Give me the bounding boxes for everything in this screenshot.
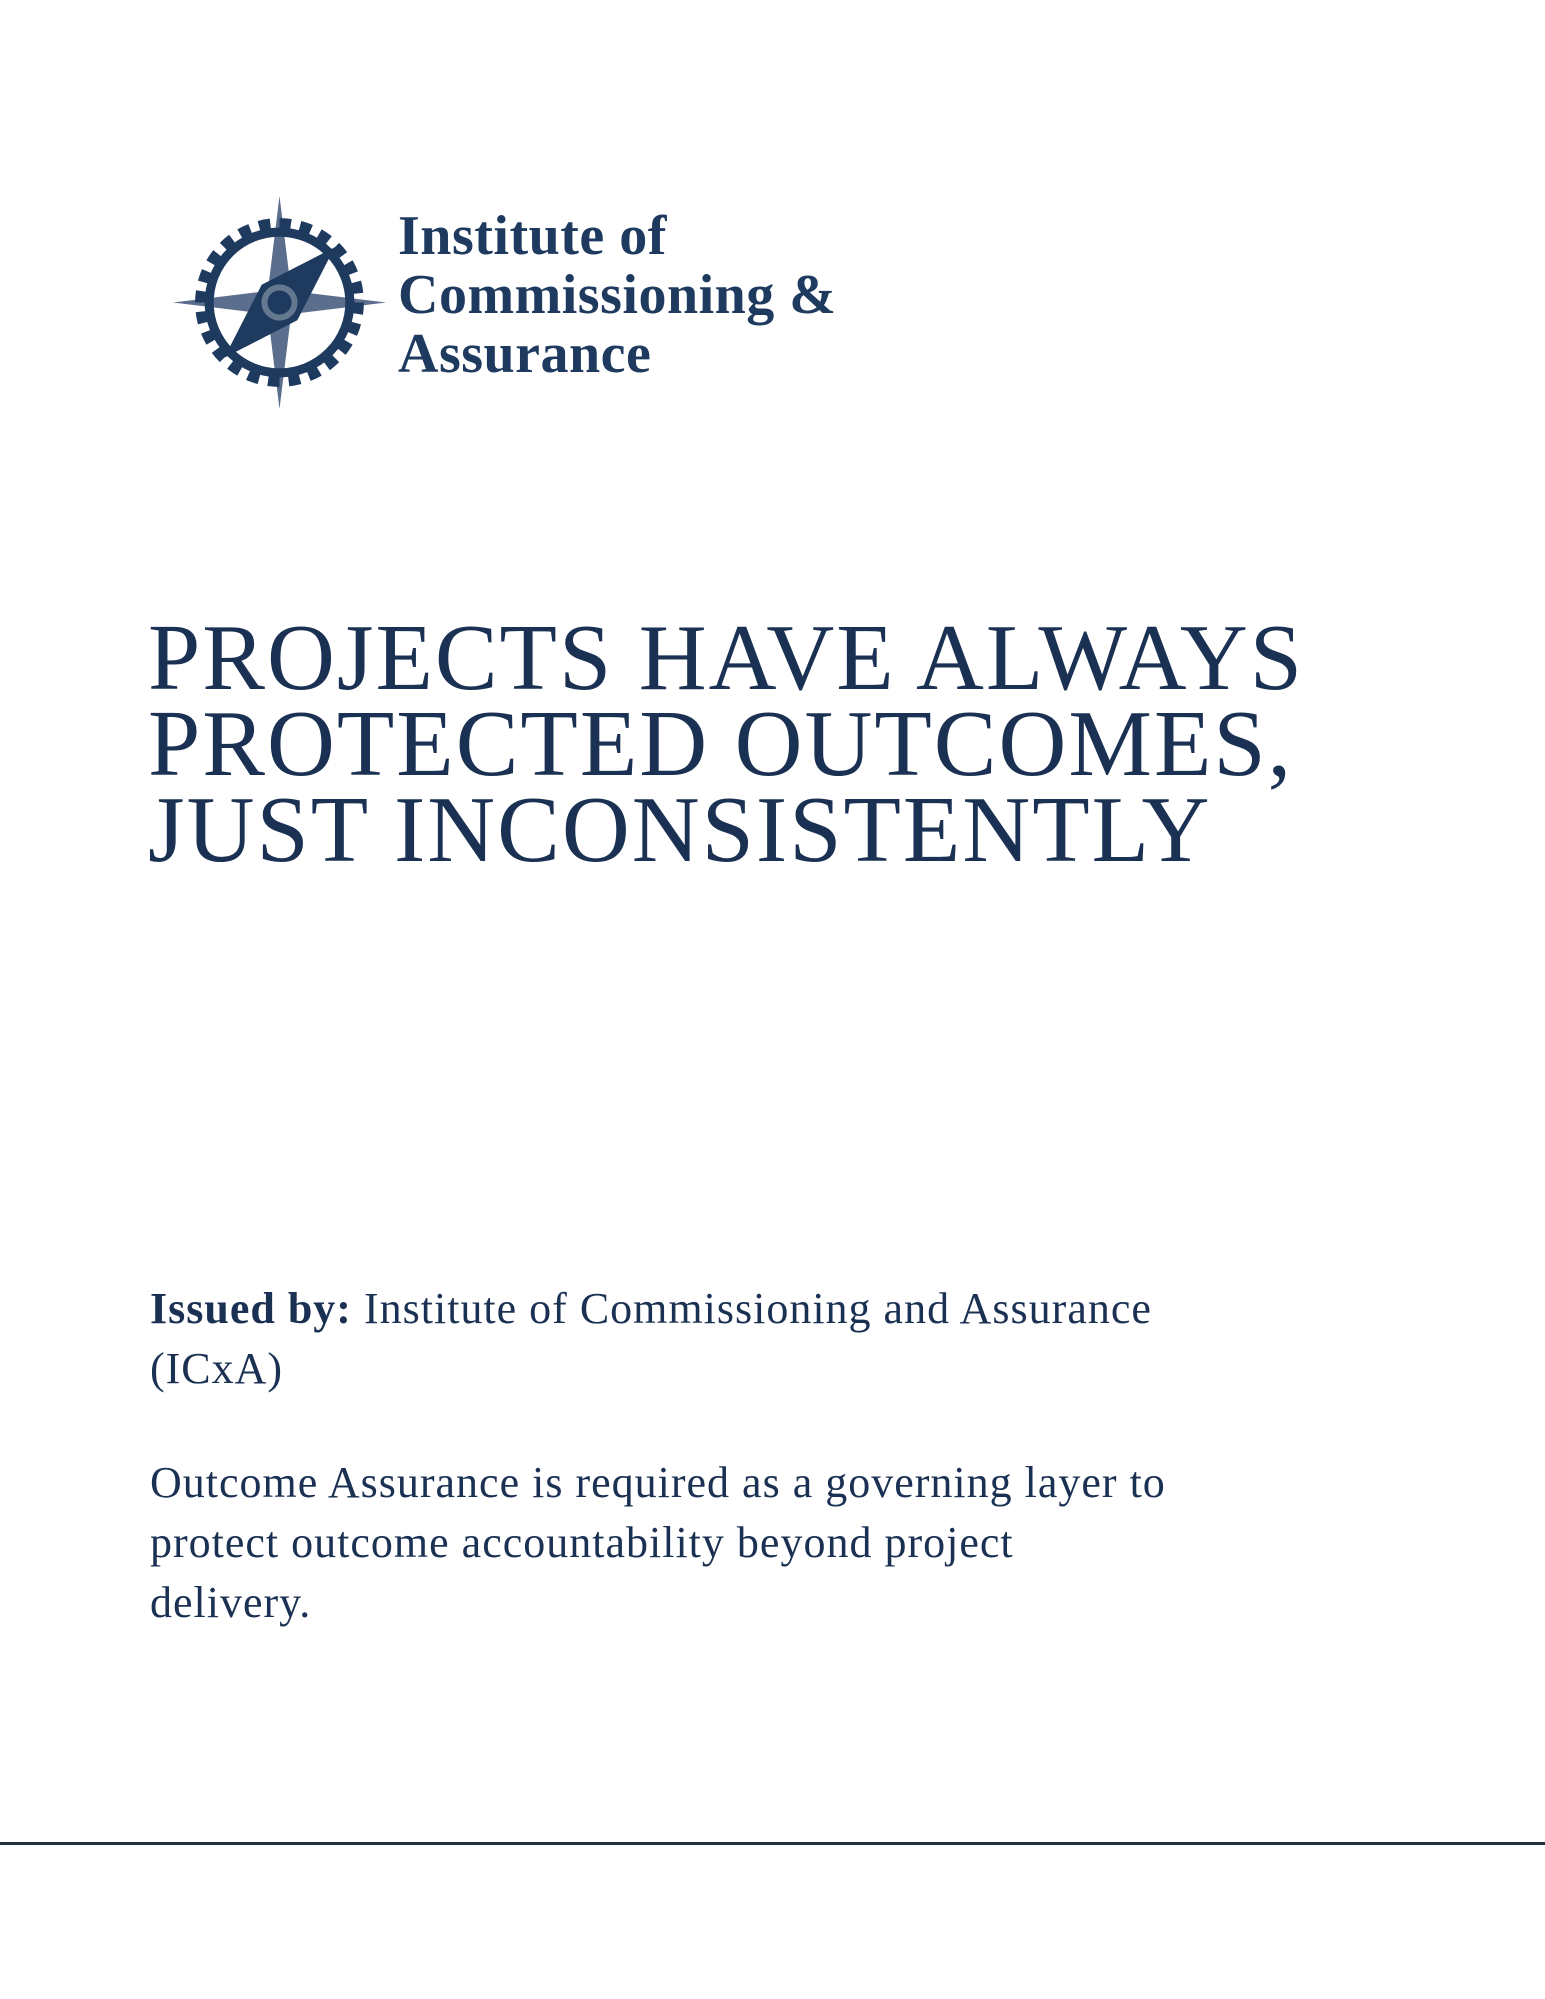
page-title-line: PROJECTS HAVE ALWAYS	[148, 606, 1305, 710]
logo-wordmark-line: Institute of	[398, 205, 667, 267]
body-paragraph-line: delivery.	[150, 1578, 312, 1627]
compass-gear-icon	[172, 196, 387, 409]
body-paragraph-line: protect outcome accountability beyond project	[150, 1518, 1014, 1567]
logo-wordmark-line: Assurance	[398, 323, 652, 385]
body-paragraph-line: Outcome Assurance is required as a governing layer to	[150, 1458, 1166, 1507]
logo-wordmark	[398, 207, 836, 384]
page-title-line: PROTECTED OUTCOMES,	[148, 692, 1294, 796]
body-paragraph	[150, 1453, 1166, 1633]
page-title-line: JUST INCONSISTENTLY	[148, 778, 1212, 882]
page-title	[148, 606, 1428, 882]
issued-by-line	[150, 1279, 1152, 1339]
issued-by-line: (ICxA)	[150, 1344, 284, 1393]
issued-by-label: Issued by:	[150, 1284, 352, 1333]
logo-wordmark-line: Commissioning &	[398, 264, 837, 326]
footer-divider-line	[0, 1842, 1545, 1845]
issued-by-value: Institute of Commissioning and Assurance	[351, 1284, 1152, 1333]
issued-by-block	[150, 1279, 1152, 1399]
